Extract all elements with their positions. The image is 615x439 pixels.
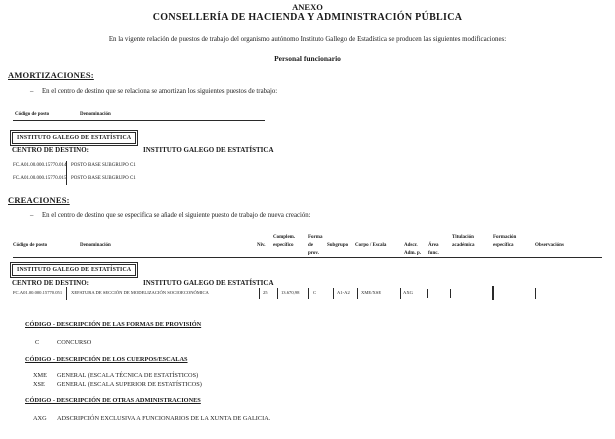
crea-col-header-denominacion: Denominación [80,243,111,248]
crea-col-header-adscr-adm [404,242,421,258]
crea-row-complemento: 13.670,98 [281,290,300,295]
creaciones-bullet-dash: – [30,212,34,219]
crea-row-separator [66,287,67,300]
crea-row-corpo-escala: XME/XSE [361,290,382,295]
crea-col-header-formacion-line2: específica [493,243,514,248]
doc-intro-paragraph: En la vigente relación de puestos de trabajo del organismo autónomo Instituto Gallego de Estadística se producen las siguientes modificaciones: [108,36,507,43]
legend-code: XSE [33,381,45,388]
crea-centro-destino-label: CENTRO DE DESTINO: [12,279,90,287]
crea-col-header-area-func [428,242,439,258]
crea-col-header-complemento-line1: Complem. [273,235,296,240]
amort-col-header-denominacion: Denominación [80,112,111,117]
crea-col-header-complemento-line2: específico [273,243,294,248]
crea-row-forma-prov: C [313,290,317,295]
crea-row-separator [308,288,309,299]
doc-title-conselleria: CONSELLERÍA DE HACIENDA Y ADMINISTRACIÓN PÚBLICA [152,12,463,23]
section-heading-amortizaciones: AMORTIZACIONES: [8,70,94,80]
amort-row-codigo: FC.A01.00.000.15770.015 [13,176,67,181]
crea-col-header-codigo: Código de posto [13,243,48,248]
crea-row-denominacion: XEFATURA DE SECCIÓN DE MODELIZACIÓN SOCIOECONÓMICA [71,290,209,295]
crea-col-header-observacions: Observacións [535,243,564,248]
amort-centro-destino-label: CENTRO DE DESTINO: [12,146,90,154]
crea-col-header-titulacion-line1: Titulación [452,235,474,240]
section-heading-creaciones: CREACIONES: [8,195,70,205]
amort-row-codigo: FC.A01.00.000.15770.014 [13,163,67,168]
crea-col-header-titulacion [452,234,475,250]
crea-col-header-corpo-escala: Corpo / Escala [355,243,387,248]
doc-subtitle-personal-funcionario: Personal funcionario [274,54,341,63]
legend-description: GENERAL (ESCALA TÉCNICA DE ESTATÍSTICOS) [57,372,199,379]
crea-row-separator [259,288,260,299]
amortizaciones-bullet-text: En el centro de destino que se relaciona se amortizan los siguientes puestos de trabajo: [42,88,278,95]
crea-row-separator [535,288,536,299]
amort-centre-box: INSTITUTO GALEGO DE ESTATÍSTICA [12,132,136,144]
amort-row-denominacion: POSTO BASE SUBGRUPO C1 [71,176,136,181]
crea-col-header-adscr-line1: Adscr. [404,243,418,248]
crea-col-header-forma-line2: de [308,243,313,248]
crea-centre-box: INSTITUTO GALEGO DE ESTATÍSTICA [12,264,136,276]
crea-col-header-titulacion-line2: académica [452,243,475,248]
crea-col-header-forma-prov [308,234,322,258]
crea-col-header-subgrupo: Subgrupo [327,243,349,248]
crea-col-header-niv: Niv. [257,243,266,248]
crea-col-header-complemento [273,234,295,250]
crea-row-adscr-adm: AXG [403,290,413,295]
legend-code: C [35,339,40,346]
crea-col-header-area-line2: func. [428,251,439,256]
crea-col-header-forma-line3: prov. [308,251,319,256]
legend-heading-formas-provision: CÓDIGO - DESCRIPCIÓN DE LAS FORMAS DE PROVISIÓN [25,321,202,328]
amortizaciones-bullet-dash: – [30,88,34,95]
crea-row-separator [400,288,401,299]
legend-code: AXG [33,415,47,422]
legend-heading-otras-administraciones: CÓDIGO - DESCRIPCIÓN DE OTRAS ADMINISTRACIONES [25,397,201,404]
amort-header-rule [13,120,265,121]
doc-title-anexo: ANEXO [292,2,323,12]
legend-heading-cuerpos-escalas: CÓDIGO - DESCRIPCIÓN DE LOS CUERPOS/ESCALAS [25,356,188,363]
amort-row-denominacion: POSTO BASE SUBGRUPO C1 [71,163,136,168]
crea-row-separator [357,288,358,299]
legend-description: ADSCRIPCIÓN EXCLUSIVA A FUNCIONARIOS DE LA XUNTA DE GALICIA. [57,415,271,422]
crea-row-codigo: FC.A01.00.000.15770.051 [13,290,63,295]
amort-column-separator [66,161,67,185]
crea-col-header-forma-line1: Forma [308,235,323,240]
crea-row-niv: 25 [263,290,268,295]
crea-centro-destino-value: INSTITUTO GALEGO DE ESTATÍSTICA [143,279,274,287]
crea-row-separator [333,288,334,299]
crea-col-header-adscr-line2: Adm. p. [404,251,422,256]
crea-header-rule [13,257,602,258]
crea-col-header-formacion-line1: Formación [493,235,517,240]
legend-code: XME [33,372,47,379]
legend-description: CONCURSO [57,339,92,346]
creaciones-bullet-text: En el centro de destino que se especifica se añade el siguiente puesto de trabajo de nueva creación: [42,212,311,219]
crea-row-separator [492,286,494,300]
crea-row-separator [277,288,278,299]
crea-col-header-area-line1: Área [428,243,439,248]
crea-row-subgrupo: A1-A2 [337,290,350,295]
crea-row-separator [450,289,451,298]
crea-row-separator [427,289,428,298]
amort-col-header-codigo: Código de posto [15,112,50,117]
crea-col-header-formacion [493,234,516,250]
legend-description: GENERAL (ESCALA SUPERIOR DE ESTATÍSTICOS) [57,381,202,388]
amort-centro-destino-value: INSTITUTO GALEGO DE ESTATÍSTICA [143,146,274,154]
